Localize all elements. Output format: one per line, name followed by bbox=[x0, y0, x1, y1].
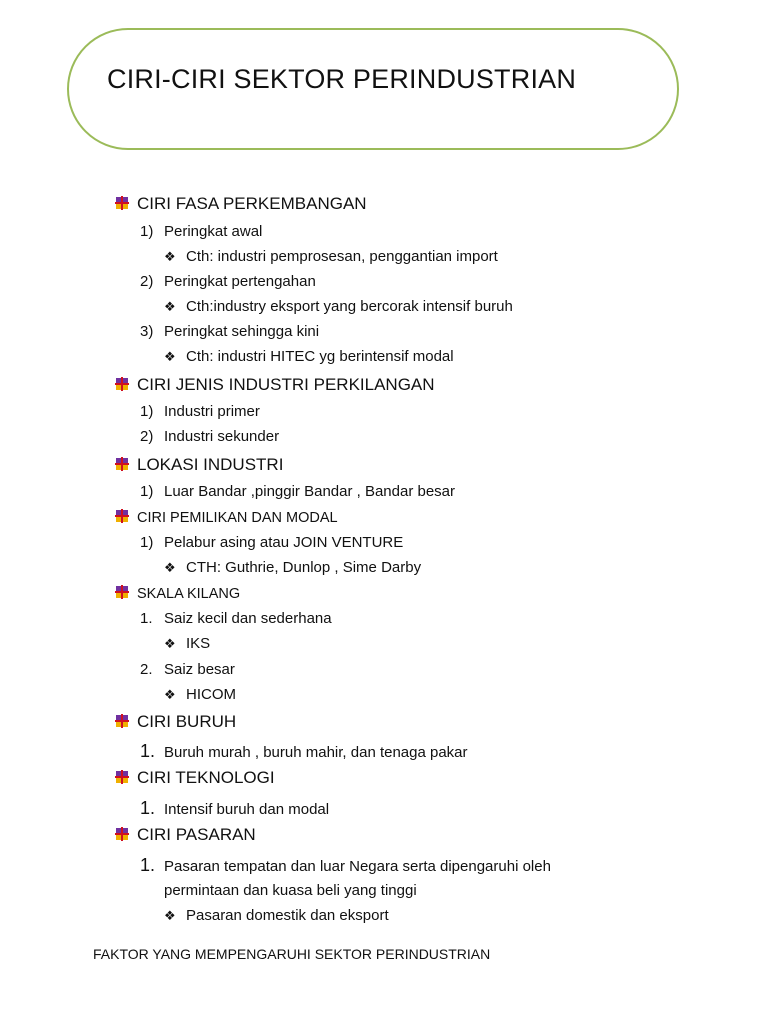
item-text: Saiz kecil dan sederhana bbox=[164, 610, 332, 627]
section-heading bbox=[115, 375, 435, 395]
list-item bbox=[140, 403, 260, 420]
sub-item bbox=[164, 348, 454, 365]
section-heading-text: CIRI PASARAN bbox=[137, 825, 256, 844]
item-text: Pelabur asing atau JOIN VENTURE bbox=[164, 534, 404, 551]
diamond-bullet-icon: ❖ bbox=[164, 299, 176, 314]
sub-item-text: Cth: industri pemprosesan, penggantian import bbox=[186, 248, 498, 265]
cross-bullet-shape bbox=[115, 585, 129, 599]
cross-bullet-icon bbox=[115, 826, 129, 840]
diamond-bullet-icon: ❖ bbox=[164, 349, 176, 364]
section-heading bbox=[115, 585, 240, 602]
list-item bbox=[140, 223, 262, 240]
item-number: 1) bbox=[140, 403, 154, 420]
sub-item bbox=[164, 635, 210, 652]
item-number: 1) bbox=[140, 223, 154, 240]
section-heading-text: CIRI JENIS INDUSTRI PERKILANGAN bbox=[137, 375, 435, 394]
item-text: Industri primer bbox=[164, 403, 260, 420]
sub-item-text: Pasaran domestik dan eksport bbox=[186, 907, 389, 924]
footer-heading: FAKTOR YANG MEMPENGARUHI SEKTOR PERINDUSTRIAN bbox=[93, 946, 491, 962]
list-item-continuation: permintaan dan kuasa beli yang tinggi bbox=[164, 882, 417, 899]
sub-item bbox=[164, 298, 513, 315]
item-number: 1. bbox=[140, 855, 156, 875]
item-number: 1. bbox=[140, 798, 156, 818]
sub-item-text: HICOM bbox=[186, 686, 236, 703]
item-number: 2. bbox=[140, 661, 153, 678]
cross-bullet-shape bbox=[115, 457, 129, 471]
cross-bullet-icon bbox=[115, 713, 129, 727]
sub-item bbox=[164, 248, 498, 265]
cross-bullet-shape bbox=[115, 714, 129, 728]
cross-bullet-icon bbox=[115, 195, 129, 209]
section-heading bbox=[115, 455, 283, 475]
section-heading bbox=[115, 768, 275, 788]
cross-bullet-shape bbox=[115, 377, 129, 391]
sub-item-text: IKS bbox=[186, 635, 211, 652]
sub-item-text: Cth:industry eksport yang bercorak intensif buruh bbox=[186, 298, 513, 315]
list-item bbox=[140, 855, 551, 876]
item-number: 2) bbox=[140, 428, 154, 445]
cross-bullet-shape bbox=[115, 196, 129, 210]
item-number: 1. bbox=[140, 741, 156, 761]
sub-item bbox=[164, 907, 389, 924]
section-heading-text: CIRI BURUH bbox=[137, 712, 237, 731]
item-text: Pasaran tempatan dan luar Negara serta dipengaruhi oleh bbox=[164, 858, 551, 875]
item-text: Saiz besar bbox=[164, 661, 235, 678]
diamond-bullet-icon: ❖ bbox=[164, 908, 176, 923]
cross-bullet-shape bbox=[115, 509, 129, 523]
cross-bullet-icon bbox=[115, 769, 129, 783]
sub-item-text: CTH: Guthrie, Dunlop , Sime Darby bbox=[186, 559, 422, 576]
list-item bbox=[140, 534, 403, 551]
cross-bullet-icon bbox=[115, 585, 129, 599]
cross-bullet-shape bbox=[115, 827, 129, 841]
page-title: CIRI-CIRI SEKTOR PERINDUSTRIAN bbox=[107, 64, 577, 94]
section-heading-text: CIRI TEKNOLOGI bbox=[137, 768, 275, 787]
list-item bbox=[140, 798, 329, 819]
item-text: Luar Bandar ,pinggir Bandar , Bandar besar bbox=[164, 483, 456, 500]
list-item bbox=[140, 428, 279, 445]
section-heading bbox=[115, 194, 367, 214]
sub-item bbox=[164, 559, 421, 576]
sub-item-text: Cth: industri HITEC yg berintensif modal bbox=[186, 348, 454, 365]
item-text: Peringkat awal bbox=[164, 223, 263, 240]
section-heading bbox=[115, 825, 256, 845]
section-heading-text: LOKASI INDUSTRI bbox=[137, 455, 284, 474]
list-item bbox=[140, 323, 319, 340]
section-heading-text: CIRI FASA PERKEMBANGAN bbox=[137, 194, 367, 213]
item-text: Industri sekunder bbox=[164, 428, 280, 445]
item-text: Peringkat pertengahan bbox=[164, 273, 316, 290]
item-number: 1) bbox=[140, 534, 154, 551]
section-heading bbox=[115, 712, 236, 732]
diamond-bullet-icon: ❖ bbox=[164, 636, 176, 651]
section-heading-text: CIRI PEMILIKAN DAN MODAL bbox=[137, 510, 338, 526]
item-number: 1. bbox=[140, 610, 153, 627]
item-text: Buruh murah , buruh mahir, dan tenaga pakar bbox=[164, 744, 468, 761]
item-text: Peringkat sehingga kini bbox=[164, 323, 320, 340]
cross-bullet-icon bbox=[115, 376, 129, 390]
sub-item bbox=[164, 686, 236, 703]
cross-bullet-shape bbox=[115, 770, 129, 784]
section-heading-text: SKALA KILANG bbox=[137, 586, 241, 602]
item-number: 1) bbox=[140, 483, 154, 500]
list-item bbox=[140, 610, 332, 627]
cross-bullet-icon bbox=[115, 509, 129, 523]
list-item bbox=[140, 741, 468, 762]
list-item bbox=[140, 273, 316, 290]
item-text: Intensif buruh dan modal bbox=[164, 801, 330, 818]
diamond-bullet-icon: ❖ bbox=[164, 249, 176, 264]
cross-bullet-icon bbox=[115, 456, 129, 470]
section-heading bbox=[115, 509, 338, 526]
diamond-bullet-icon: ❖ bbox=[164, 687, 176, 702]
diamond-bullet-icon: ❖ bbox=[164, 560, 176, 575]
list-item bbox=[140, 661, 235, 678]
list-item bbox=[140, 483, 455, 500]
item-number: 3) bbox=[140, 323, 154, 340]
item-number: 2) bbox=[140, 273, 154, 290]
